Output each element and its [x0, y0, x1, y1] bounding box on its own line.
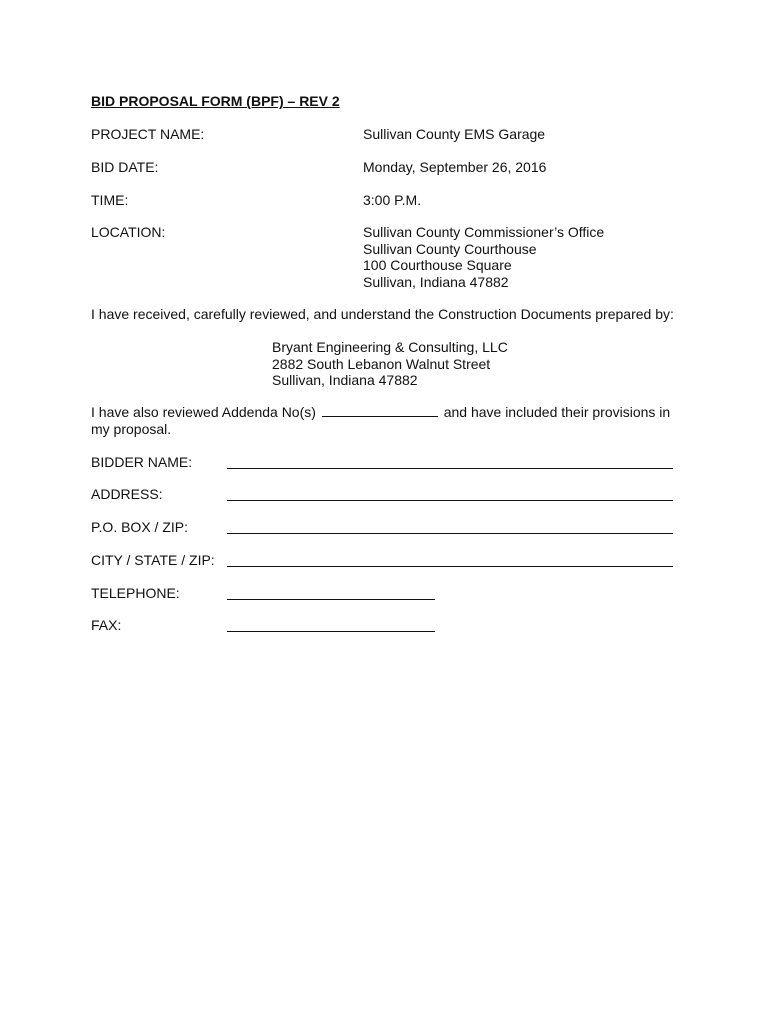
- project-name-value: Sullivan County EMS Garage: [363, 126, 546, 142]
- address-label: ADDRESS:: [91, 486, 163, 502]
- bidder-name-label: BIDDER NAME:: [91, 454, 193, 470]
- form-title: BID PROPOSAL FORM (BPF) – REV 2: [91, 93, 340, 109]
- address-field[interactable]: [227, 500, 673, 501]
- time-value: 3:00 P.M.: [363, 192, 422, 208]
- location-line: Sullivan, Indiana 47882: [363, 273, 509, 290]
- addenda-statement: [91, 404, 670, 421]
- bid-date-label: BID DATE:: [91, 159, 159, 175]
- location-address: [363, 224, 604, 290]
- telephone-label: TELEPHONE:: [91, 585, 180, 601]
- city-state-zip-label: CITY / STATE / ZIP:: [91, 552, 215, 568]
- location-line: Sullivan County Courthouse: [363, 240, 537, 257]
- engineer-line: 2882 South Lebanon Walnut Street: [272, 355, 491, 372]
- addenda-number-blank[interactable]: [322, 404, 438, 417]
- fax-label: FAX:: [91, 617, 122, 633]
- documents-statement: I have received, carefully reviewed, and understand the Construction Documents prepared by:: [91, 306, 674, 322]
- po-box-field[interactable]: [227, 533, 673, 534]
- po-box-label: P.O. BOX / ZIP:: [91, 519, 188, 535]
- engineer-line: Bryant Engineering & Consulting, LLC: [272, 339, 508, 355]
- engineer-line: Sullivan, Indiana 47882: [272, 372, 418, 388]
- addenda-text-before: I have also reviewed Addenda No(s): [91, 404, 316, 420]
- time-label: TIME:: [91, 192, 129, 208]
- location-line: 100 Courthouse Square: [363, 257, 512, 273]
- bidder-name-field[interactable]: [227, 468, 673, 469]
- engineer-address: [272, 339, 508, 389]
- bid-date-value: Monday, September 26, 2016: [363, 159, 547, 175]
- addenda-text-after: and have included their provisions in: [443, 404, 671, 420]
- fax-field[interactable]: [227, 631, 435, 632]
- city-state-zip-field[interactable]: [227, 566, 673, 567]
- telephone-field[interactable]: [227, 599, 435, 600]
- addenda-continuation: my proposal.: [91, 421, 172, 437]
- location-label: LOCATION:: [91, 224, 166, 240]
- location-line: Sullivan County Commissioner’s Office: [363, 224, 605, 240]
- project-name-label: PROJECT NAME:: [91, 126, 205, 142]
